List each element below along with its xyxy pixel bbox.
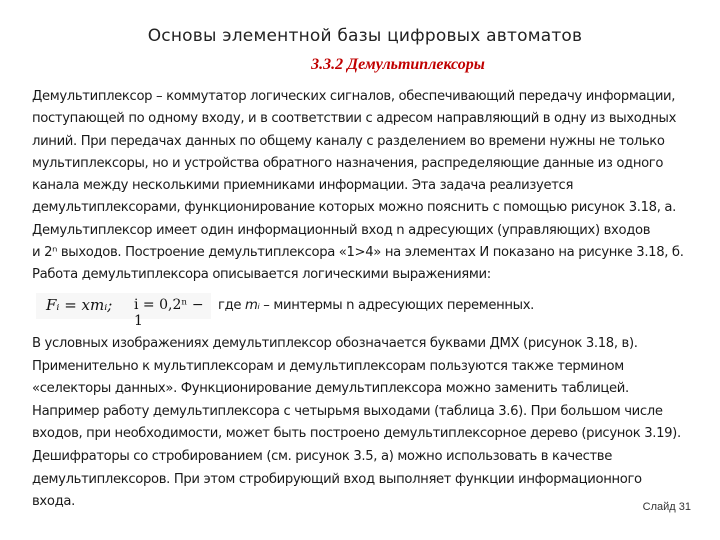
paragraph-notation: [32, 333, 692, 514]
text-line: Дешифраторы со стробированием (см. рисунок 3.5, а) можно использовать в качестве: [32, 448, 612, 464]
caption-suffix: – минтермы n адресующих переменных.: [259, 298, 535, 313]
text-line: Например работу демультиплексора с четырьмя выходами (таблица 3.6). При большом числе: [32, 403, 663, 419]
text-line: мультиплексоры, но и устройства обратного назначения, распределяющие данные из одного: [32, 155, 664, 171]
formula-caption: [218, 298, 534, 313]
section-title: 3.3.2 Демультиплексоры: [311, 56, 485, 73]
text-line: линий. При передачах данных по общему каналу с разделением во времени нужны не только: [32, 133, 665, 149]
text-line: входов, при необходимости, может быть построено демультиплексорное дерево (рисунок 3.19).: [32, 426, 681, 442]
text-line: Применительно к мультиплексорам и демультиплексорам пользуются также термином: [32, 358, 624, 374]
text-line: поступающей по одному входу, и в соответствии с адресом направляющий в одну из выходных: [32, 111, 677, 127]
text-line: демультиплексоров. При этом стробирующий вход выполняет функции информационного: [32, 471, 642, 487]
caption-prefix: где: [218, 298, 245, 313]
text-line: «селекторы данных». Функционирование демультиплексора можно заменить таблицей.: [32, 381, 629, 397]
slide-header-title: Основы элементной базы цифровых автоматов: [147, 26, 583, 46]
formula-expression-range: i = 0,2ⁿ − 1: [134, 297, 204, 329]
text-line: Работа демультиплексора описывается логическими выражениями:: [32, 267, 491, 283]
text-line: демультиплексорами, функционирование которых можно пояснить с помощью рисунок 3.18, а.: [32, 200, 676, 216]
slide-number: Слайд 31: [642, 501, 691, 513]
formula-expression-main: Fᵢ = xmᵢ;: [46, 296, 113, 314]
caption-variable: mᵢ: [244, 298, 260, 313]
formula-image: [36, 293, 211, 329]
formula-divider: [120, 295, 121, 317]
text-line: канала между несколькими приемниками информации. Эта задача реализуется: [32, 178, 574, 194]
formula-row: [36, 293, 676, 329]
text-line: и 2ⁿ выходов. Построение демультиплексора «1>4» на элементах И показано на рисунке 3.18, б.: [32, 245, 684, 261]
text-line: входа.: [32, 494, 75, 510]
text-line: Демультиплексор имеет один информационный вход n адресующих (управляющих) входов: [32, 222, 651, 238]
text-line: В условных изображениях демультиплексор обозначается буквами ДМХ (рисунок 3.18, в).: [32, 336, 638, 351]
text-line: Демультиплексор – коммутатор логических сигналов, обеспечивающий передачу информации,: [32, 89, 676, 104]
paragraph-definition: [32, 86, 692, 287]
